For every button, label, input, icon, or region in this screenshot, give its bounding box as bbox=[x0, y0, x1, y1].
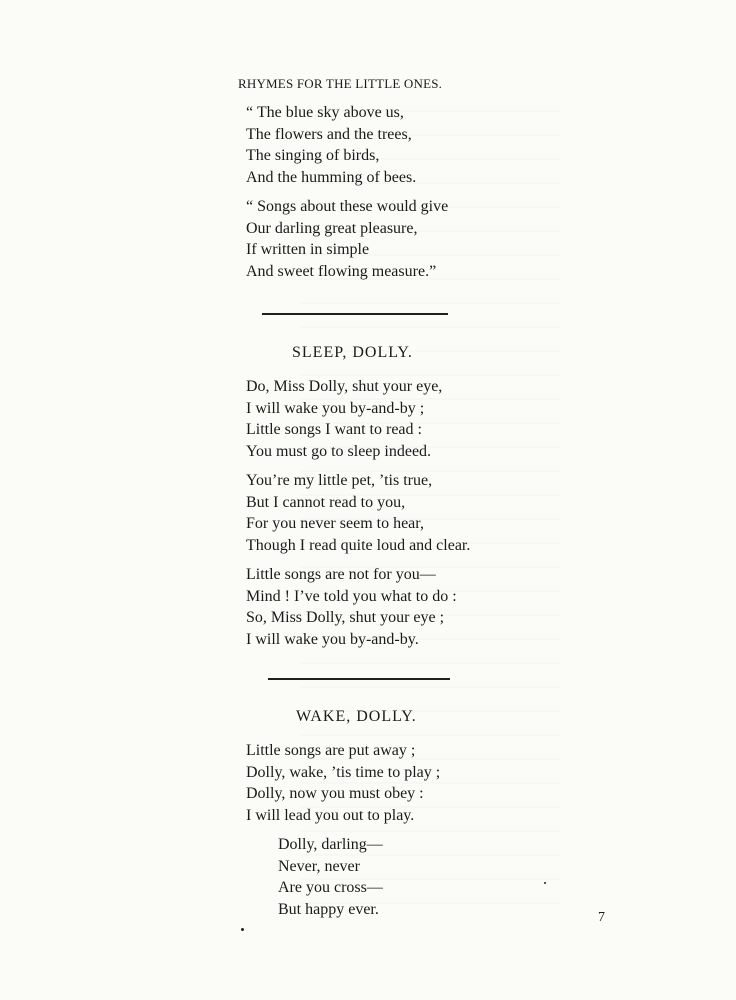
poem-line: Our darling great pleasure, bbox=[246, 219, 418, 237]
poem-line: Never, never bbox=[278, 857, 360, 875]
sleep-dolly-stanza-2 bbox=[246, 470, 470, 556]
sleep-dolly-stanza-1 bbox=[246, 376, 442, 462]
poem-line: I will wake you by-and-by. bbox=[246, 630, 419, 648]
poem-line: And sweet flowing measure.” bbox=[246, 262, 437, 280]
poem-line: “ The blue sky above us, bbox=[246, 104, 404, 121]
poem-line: Dolly, now you must obey : bbox=[246, 785, 424, 802]
poem-line: Little songs are not for you— bbox=[246, 566, 436, 583]
poem-line: Mind ! I’ve told you what to do : bbox=[246, 587, 457, 605]
poem-line: Dolly, darling— bbox=[278, 836, 383, 853]
poem-line: You must go to sleep indeed. bbox=[246, 442, 432, 460]
ink-speck bbox=[241, 928, 244, 931]
wake-dolly-stanza-2 bbox=[278, 834, 383, 920]
poem-line: Do, Miss Dolly, shut your eye, bbox=[246, 378, 443, 395]
poem-line: Are you cross— bbox=[278, 879, 383, 896]
poem-line: So, Miss Dolly, shut your eye ; bbox=[246, 609, 445, 626]
poem-line: Dolly, wake, ’tis time to play ; bbox=[246, 763, 441, 781]
poem-line: I will wake you by-and-by ; bbox=[246, 399, 425, 417]
poem-line: The flowers and the trees, bbox=[246, 125, 412, 143]
poem-line: If written in simple bbox=[246, 241, 370, 258]
intro-stanza-1 bbox=[246, 102, 416, 188]
poem-line: “ Songs about these would give bbox=[246, 198, 449, 215]
poem-line: For you never seem to hear, bbox=[246, 515, 424, 532]
poem-line: You’re my little pet, ’tis true, bbox=[246, 472, 433, 489]
poem-line: And the humming of bees. bbox=[246, 168, 417, 186]
poem-line: I will lead you out to play. bbox=[246, 806, 415, 824]
poem-line: Little songs I want to read : bbox=[246, 421, 422, 438]
poem-line: But I cannot read to you, bbox=[246, 493, 406, 511]
poem-line: Though I read quite loud and clear. bbox=[246, 536, 471, 554]
running-head: RHYMES FOR THE LITTLE ONES. bbox=[238, 76, 443, 91]
poem-line: The singing of birds, bbox=[246, 147, 380, 164]
poem-title-sleep-dolly: SLEEP, DOLLY. bbox=[292, 344, 413, 361]
ink-speck bbox=[544, 882, 546, 884]
page-number: 7 bbox=[598, 910, 605, 925]
wake-dolly-stanza-1 bbox=[246, 740, 440, 826]
poem-line: But happy ever. bbox=[278, 900, 379, 918]
sleep-dolly-stanza-3 bbox=[246, 564, 457, 650]
poem-title-wake-dolly: WAKE, DOLLY. bbox=[296, 708, 417, 725]
section-divider bbox=[268, 678, 450, 680]
section-divider bbox=[262, 313, 448, 315]
poem-line: Little songs are put away ; bbox=[246, 742, 416, 759]
intro-stanza-2 bbox=[246, 196, 448, 282]
